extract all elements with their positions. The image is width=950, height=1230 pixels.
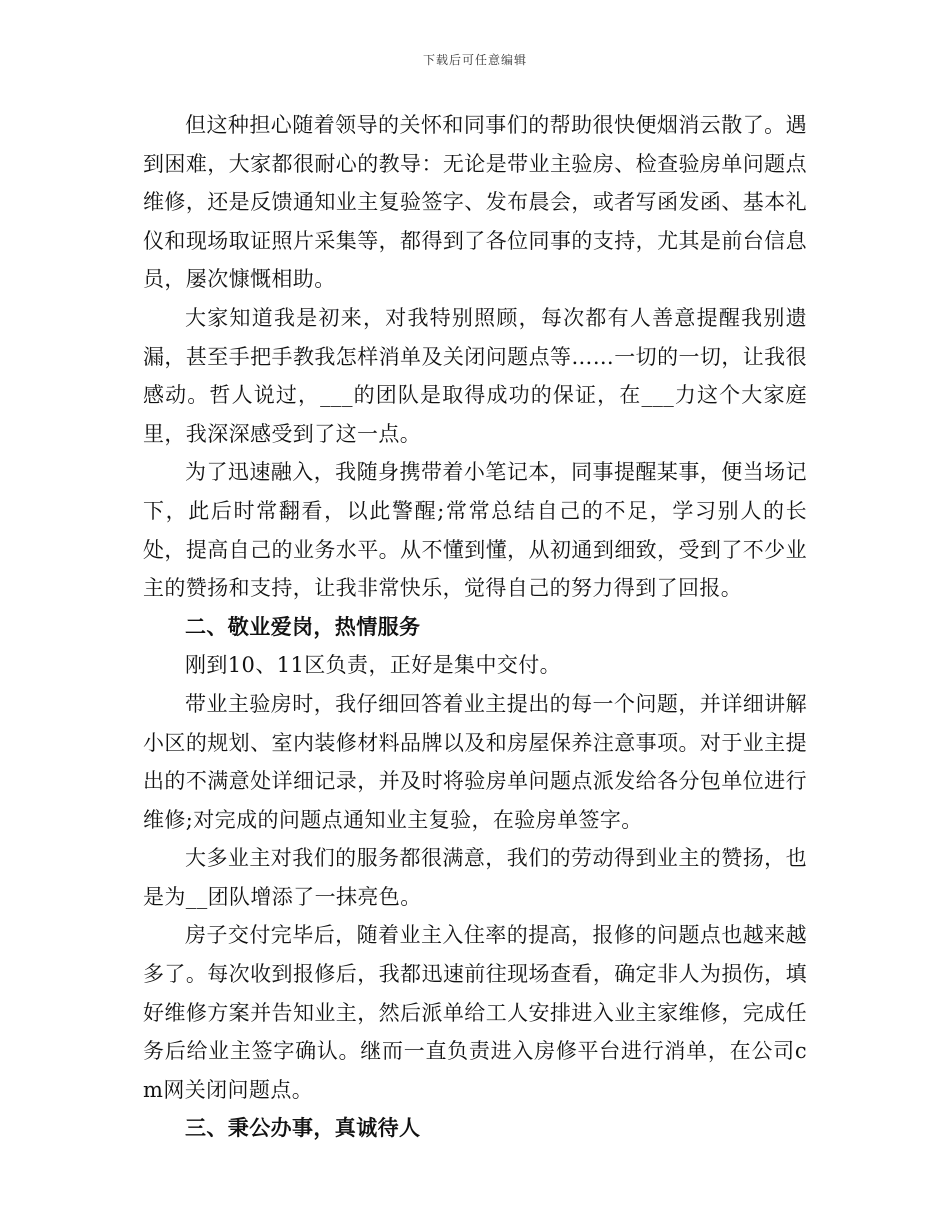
paragraph-2: 大家知道我是初来，对我特别照顾，每次都有人善意提醒我别遗漏，甚至手把手教我怎样消单及关闭问题点等……一切的一切，让我很感动。哲人说过，___的团队是取得成功的保证，在___力这个大家庭里，我深深感受到了这一点。	[143, 305, 807, 446]
paragraph-4: 刚到10、11区负责，正好是集中交付。	[185, 653, 562, 678]
paragraph-7: 房子交付完毕后，随着业主入住率的提高，报修的问题点也越来越多了。每次收到报修后，我都迅速前往现场查看，确定非人为损伤，填好维修方案并告知业主，然后派单给工人安排进入业主家维修，完成任务后给业主签字确认。继而一直负责进入房修平台进行消单，在公司cm网关闭问题点。	[143, 923, 807, 1102]
page-header: 下载后可任意编辑	[422, 53, 527, 67]
section-heading-3: 三、秉公办事，真诚待人	[185, 1115, 421, 1141]
paragraph-1: 但这种担心随着领导的关怀和同事们的帮助很快便烟消云散了。遇到困难，大家都很耐心的教导：无论是带业主验房、检查验房单问题点维修，还是反馈通知业主复验签字、发布晨会，或者写函发函、基本礼仪和现场取证照片采集等，都得到了各位同事的支持，尤其是前台信息员，屡次慷慨相助。	[143, 113, 807, 292]
paragraph-3: 为了迅速融入，我随身携带着小笔记本，同事提醒某事，便当场记下，此后时常翻看，以此警醒;常常总结自己的不足，学习别人的长处，提高自己的业务水平。从不懂到懂，从初通到细致，受到了不少业主的赞扬和支持，让我非常快乐，觉得自己的努力得到了回报。	[143, 460, 807, 601]
document-body	[143, 106, 807, 1148]
paragraph-6: 大多业主对我们的服务都很满意，我们的劳动得到业主的赞扬，也是为__团队增添了一抹亮色。	[143, 846, 807, 909]
section-heading-2: 二、敬业爱岗，热情服务	[185, 613, 421, 639]
paragraph-5: 带业主验房时，我仔细回答着业主提出的每一个问题，并详细讲解小区的规划、室内装修材料品牌以及和房屋保养注意事项。对于业主提出的不满意处详细记录，并及时将验房单问题点派发给各分包单位进行维修;对完成的问题点通知业主复验，在验房单签字。	[143, 691, 807, 832]
